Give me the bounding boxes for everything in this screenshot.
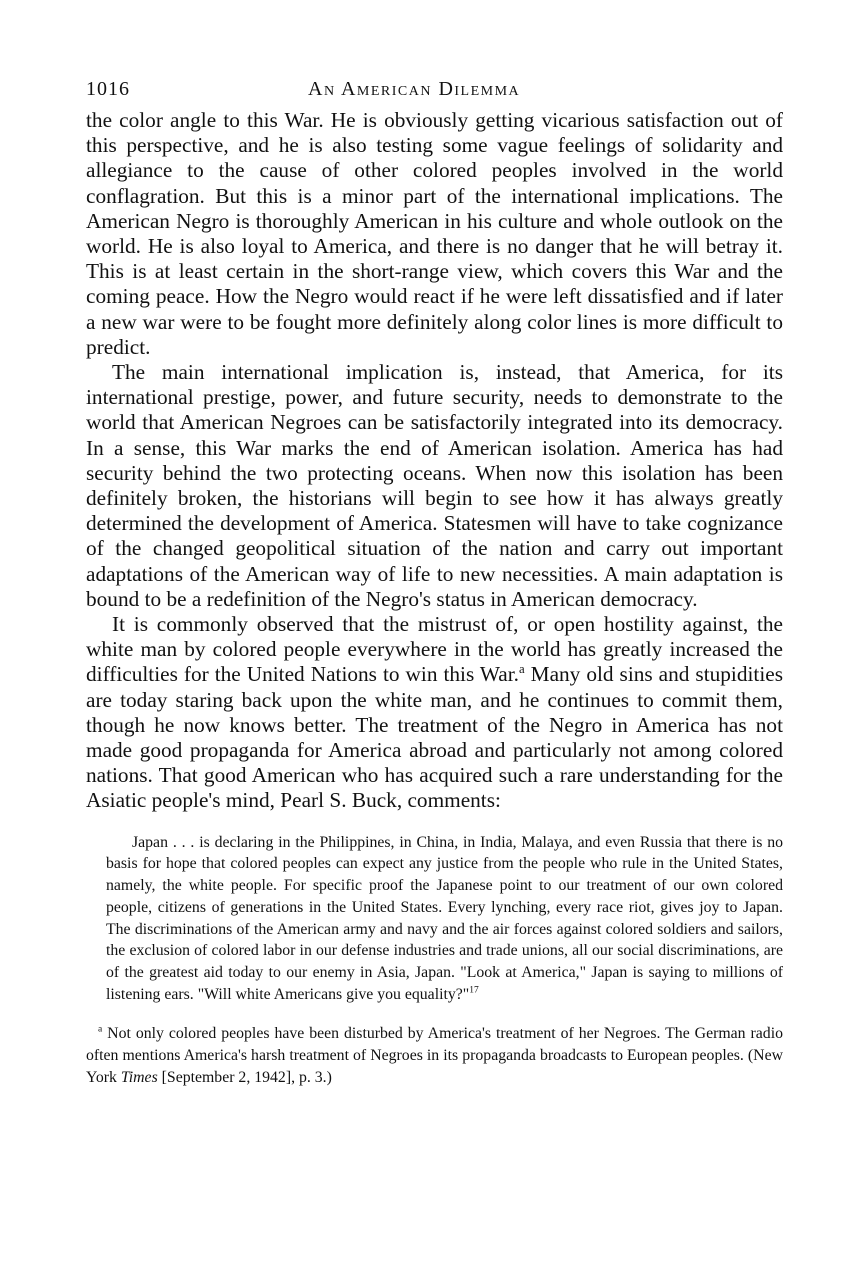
paragraph-continued: the color angle to this War. He is obviously getting vicarious satisfaction out of this perspective, and he is also testing some vague feelings of solidarity and allegiance to the cause of other colored peoples involved in the world conflagration. But this is a minor part of the international implications. The American Negro is thoroughly American in his culture and whole outlook on the world. He is also loyal to America, and there is no danger that he will betray it. This is at least certain in the short-range view, which covers this War and the coming peace. How the Negro would react if he were left dissatisfied and if later a new war were to be fought more definitely along color lines is more difficult to predict. — [86, 108, 783, 359]
footnote-newspaper-title: Times — [120, 1068, 158, 1086]
footnote-reference: a — [518, 662, 525, 677]
footnote-text-after: [September 2, 1942], p. 3.) — [157, 1068, 332, 1086]
footnote-mark: a — [98, 1025, 103, 1036]
paragraph-text-after-note: Many old sins and stupidities are today staring back upon the white man, and he continues to commit them, though he now knows better. The treatment of the Negro in America has not made good propaganda for America abroad and particularly not among colored nations. That good American who has acquired such a rare understanding for the Asiatic people's mind, Pearl S. Buck, comments: — [86, 662, 783, 813]
paragraph-text-before-note: It is commonly observed that the mistrust of, or open hostility against, the white man by colored people everywhere in the world has greatly increased the difficulties for the United Nations to win this War. — [86, 612, 783, 687]
page-number: 1016 — [86, 78, 130, 100]
quote-endnote-reference: 17 — [469, 985, 479, 996]
block-quote-pearl-buck — [106, 832, 783, 1006]
book-title: An American Dilemma — [308, 78, 521, 100]
quote-text: Japan . . . is declaring in the Philippines, in China, in India, Malaya, and even Russia that there is no basis for hope that colored peoples can expect any justice from the people who rule in the United States, namely, the white people. For specific proof the Japanese point to our treatment of our own colored people, citizens of generations in the United States. Every lynching, every race riot, gives joy to Japan. The discriminations of the American army and navy and the air forces against colored soldiers and sailors, the exclusion of colored labor in our defense industries and trade unions, all our social discriminations, are of the greatest aid today to our enemy in Asia, Japan. "Look at America," Japan is saying to millions of listening ears. "Will white Americans give you equality?" — [106, 833, 783, 1003]
footnote — [86, 1023, 783, 1088]
footnote-text-before: Not only colored peoples have been disturbed by America's treatment of her Negroes. The German radio often mentions America's harsh treatment of Negroes in its propaganda broadcasts to European peoples. (New York — [86, 1025, 783, 1086]
running-head — [86, 78, 783, 108]
paragraph-mistrust — [86, 612, 783, 814]
paragraph-international-implication: The main international implication is, instead, that America, for its international prestige, power, and future security, needs to demonstrate to the world that American Negroes can be satisfactorily integrated into its democracy. In a sense, this War marks the end of American isolation. America has had security behind the two protecting oceans. When now this isolation has been definitely broken, the historians will begin to see how it has always greatly determined the development of America. Statesmen will have to take cognizance of the changed geopolitical situation of the nation and carry out important adaptations of the American way of life to new necessities. A main adaptation is bound to be a redefinition of the Negro's status in American democracy. — [86, 360, 783, 611]
book-page — [86, 78, 783, 1088]
